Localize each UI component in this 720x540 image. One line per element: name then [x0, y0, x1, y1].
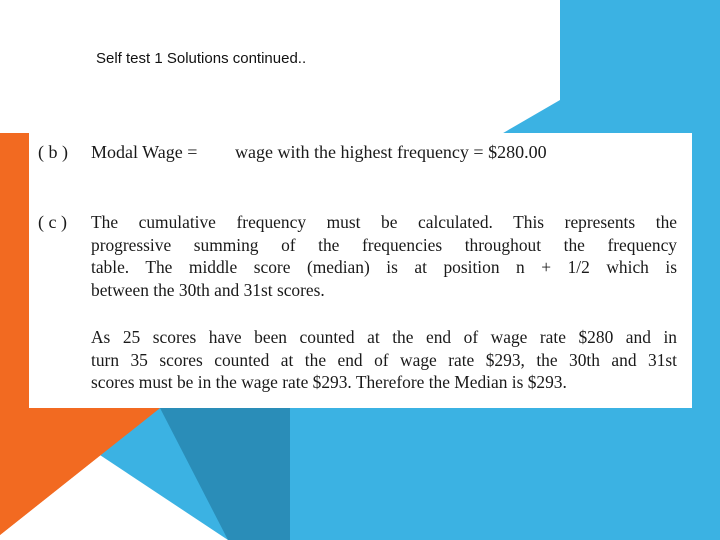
- part-b-label: ( b ): [38, 142, 68, 162]
- median-paragraph-1: [91, 211, 677, 301]
- median-paragraph-2: [91, 326, 677, 394]
- modal-wage-heading: Modal Wage =: [91, 142, 198, 162]
- paragraph-line: between the 30th and 31st scores.: [91, 279, 325, 300]
- paragraph-line: progressive summing of the frequencies throughout the frequency: [91, 234, 677, 255]
- slide-title: Self test 1 Solutions continued..: [96, 50, 307, 67]
- modal-wage-text: wage with the highest frequency = $280.00: [235, 142, 547, 162]
- paragraph-line: scores must be in the wage rate $293. Therefore the Median is $293.: [91, 372, 567, 392]
- part-c-label: ( c ): [38, 212, 67, 232]
- paragraph-line: table. The middle score (median) is at position n + 1/2 which is: [91, 257, 677, 277]
- paragraph-line: turn 35 scores counted at the end of wage rate $293, the 30th and 31st: [91, 349, 677, 370]
- paragraph-line: As 25 scores have been counted at the end of wage rate $280 and in: [91, 327, 677, 347]
- scanned-document: [29, 133, 692, 408]
- paragraph-line: The cumulative frequency must be calculated. This represents the: [91, 212, 677, 232]
